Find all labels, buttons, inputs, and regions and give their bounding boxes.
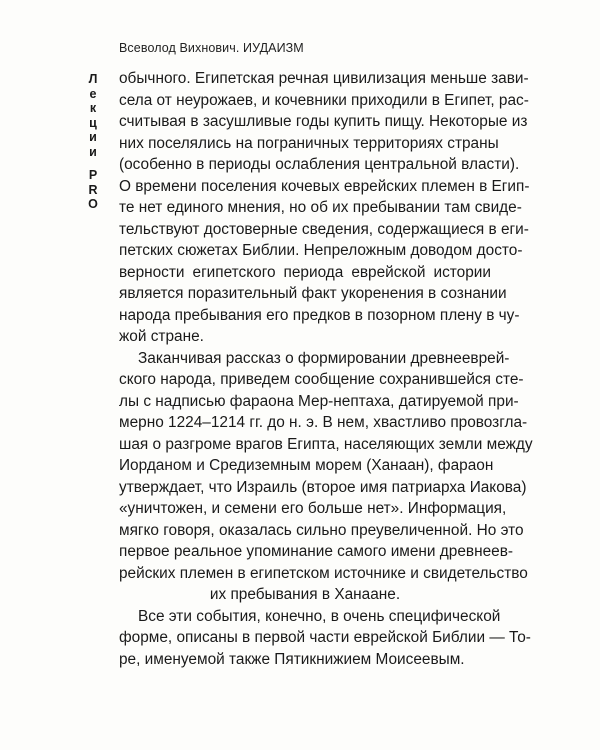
text-line: тельствуют достоверные сведения, содержащиеся в еги-	[119, 220, 529, 238]
text-line: петских сюжетах Библии. Непреложным доводом досто-	[119, 242, 523, 259]
text-line: Иорданом и Средиземным морем (Ханаан), фараон	[119, 457, 494, 474]
text-line: рейских племен в египетском источнике и свидетельство	[119, 564, 528, 582]
text-line: «уничтожен, и семени его больше нет». Информация,	[119, 500, 507, 517]
side-label-letter: и	[89, 144, 97, 159]
running-header: Всеволод Вихнович. ИУДАИЗМ	[119, 41, 304, 55]
text-line: те нет единого мнения, но об их пребывании там свиде-	[119, 199, 522, 216]
side-label-letter: R	[88, 182, 98, 197]
side-label-letter: ц	[89, 115, 97, 130]
text-line: жой стране.	[119, 328, 204, 345]
text-line: первое реальное упоминание самого имени древнеев-	[119, 543, 513, 560]
side-label-letter: к	[89, 101, 97, 115]
text-line: Заканчивая рассказ о формировании древнееврей-	[138, 349, 510, 367]
text-line: народа пребывания его предков в позорном плену в чу-	[119, 306, 520, 324]
text-line: их пребывания в Ханаане.	[209, 586, 401, 603]
text-line: Все эти события, конечно, в очень специфической	[138, 607, 501, 625]
body-text	[119, 68, 533, 670]
text-line: лы с надписью фараона Мер-нептаха, датируемой при-	[119, 392, 519, 410]
text-line: верности египетского периода еврейской истории	[119, 263, 491, 281]
text-line: является поразительный факт укоренения в сознании	[119, 285, 507, 302]
side-label-letter: е	[89, 86, 97, 101]
text-line: утверждает, что Израиль (второе имя патриарха Иакова)	[119, 478, 527, 496]
text-line: ского народа, приведем сообщение сохранившейся сте-	[119, 371, 524, 388]
text-line: шая о разгроме врагов Египта, населяющих земли между	[119, 435, 533, 453]
text-line: мягко говоря, оказалась сильно преувеличенной. Но это	[119, 521, 524, 539]
side-label-letter: Л	[88, 72, 98, 86]
side-label-letter: O	[88, 197, 98, 211]
text-line: форме, описаны в первой части еврейской Библии — То-	[119, 629, 531, 646]
text-line: О времени поселения кочевых еврейских племен в Егип-	[119, 177, 530, 195]
text-line: считывая в засушливые годы купить пищу. Некоторые из	[119, 113, 528, 130]
text-line: них поселялись на пограничных территориях страны	[119, 134, 499, 152]
text-line: обычного. Египетская речная цивилизация меньше зави-	[119, 70, 529, 87]
text-line: (особенно в периоды ослабления центральной власти).	[119, 156, 520, 173]
side-label-letter: и	[89, 130, 97, 144]
text-line: мерно 1224–1214 гг. до н. э. В нем, хвастливо провозгла-	[119, 414, 528, 431]
series-side-label	[86, 72, 100, 212]
side-label-letter: P	[88, 168, 98, 182]
text-line: ре, именуемой также Пятикнижием Моисеевым.	[119, 650, 465, 668]
text-line: села от неурожаев, и кочевники приходили в Египет, рас-	[119, 91, 529, 109]
